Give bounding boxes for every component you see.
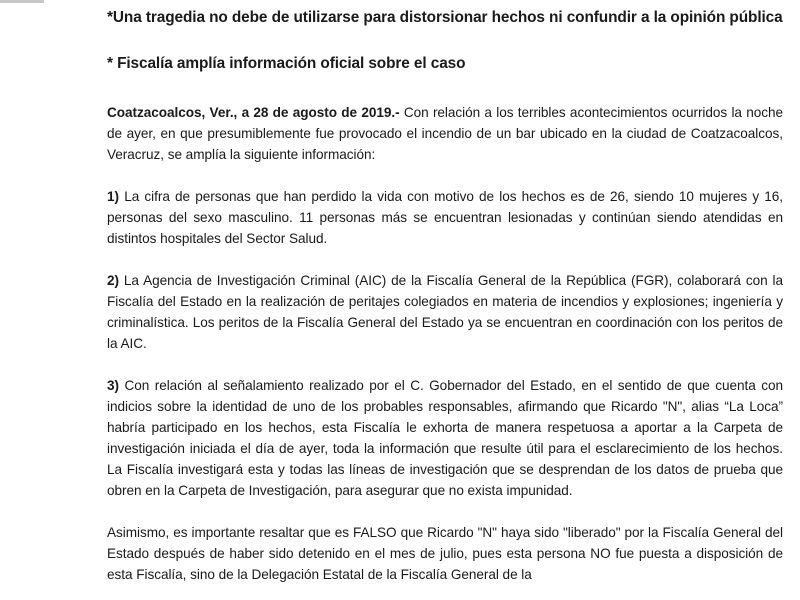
intro-text: Con relación a los terribles acontecimientos ocurridos la noche de ayer, en que presumiblemente fue provocado el incendio de un bar ubicado en la ciudad de Coatzacoalcos, Veracruz, se amplía la siguiente información: — [107, 105, 784, 162]
point-1-text: La cifra de personas que han perdido la vida con motivo de los hechos es de 26, siendo 10 mujeres y 16, personas del sexo masculino. 11 personas más se encuentran lesionadas y continúan siendo atendidas en distintos hospitales del Sector Salud. — [107, 189, 783, 246]
intro-paragraph — [107, 102, 783, 165]
point-2-number: 2) — [107, 273, 119, 288]
closing-paragraph: Asimismo, es importante resaltar que es FALSO que Ricardo "N" haya sido "liberado" por la Fiscalía General del Estado después de haber sido detenido en el mes de julio, pues esta persona NO fue puesta a disposición de esta Fiscalía, sino de la Delegación Estatal de la Fiscalía General de la — [107, 525, 783, 582]
point-2 — [107, 270, 783, 354]
point-3 — [107, 375, 783, 501]
point-3-number: 3) — [107, 378, 119, 393]
point-1 — [107, 186, 783, 249]
page-corner-mark — [0, 0, 44, 3]
point-2-text: La Agencia de Investigación Criminal (AIC) de la Fiscalía General de la República (FGR), colaborará con la Fiscalía del Estado en la realización de peritajes colegiados en materia de incendios y explosiones; ingeniería y criminalística. Los peritos de la Fiscalía General del Estado ya se encuentran en coordinación con los peritos de la AIC. — [107, 273, 783, 351]
press-release — [107, 6, 783, 585]
headline-2: * Fiscalía amplía información oficial sobre el caso — [107, 55, 466, 72]
point-3-text: Con relación al señalamiento realizado por el C. Gobernador del Estado, en el sentido de que cuenta con indicios sobre la identidad de uno de los probables responsables, afirmando que Ricardo "N", alias “La Loca” habría participado en los hechos, esta Fiscalía le exhorta de manera respetuosa a aportar a la Carpeta de investigación iniciada el día de ayer, toda la información que resulte útil para el esclarecimiento de los hechos. La Fiscalía investigará esta y todas las líneas de investigación que se desprendan de los datos de prueba que obren en la Carpeta de Investigación, para asegurar que no exista impunidad. — [107, 378, 783, 498]
headline-1: *Una tragedia no debe de utilizarse para distorsionar hechos ni confundir a la opinión pública — [107, 9, 783, 26]
point-1-number: 1) — [107, 189, 119, 204]
dateline: Coatzacoalcos, Ver., a 28 de agosto de 2019.- — [107, 105, 400, 120]
